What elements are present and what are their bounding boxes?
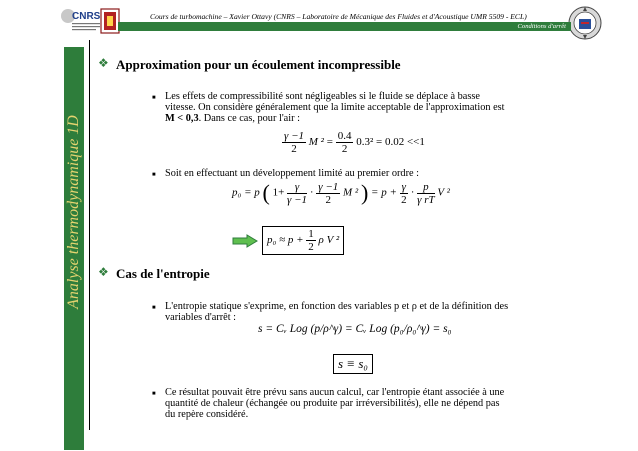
eq3-lhs: p₀ ≈ p +: [267, 234, 304, 247]
eq1-m2: M ²: [308, 136, 324, 149]
mach-limit: M < 0,3: [165, 113, 199, 125]
section2-heading: Cas de l'entropie: [116, 266, 210, 281]
ecl-logo: [100, 8, 120, 34]
eq2-g2-num: γ: [401, 180, 406, 193]
eq3-rest: ρ V ²: [318, 234, 340, 247]
section1-bullet1-text: [165, 91, 585, 125]
eq2-one: 1+: [272, 186, 285, 199]
eq2-mid: = p +: [371, 186, 397, 199]
s2-bullet1-line2: variables d'arrêt :: [165, 312, 237, 324]
s2-bullet2-line3: du repère considéré.: [165, 409, 249, 421]
eq1-den2: 2: [341, 143, 348, 155]
eq2-open-paren: (: [262, 180, 270, 205]
s2-bullet2-line2: quantité de chaleur (échangée ou produite par irréversibilités), elle ne dépend pas: [165, 398, 500, 410]
s2-bullet2-line1: Ce résultat pouvait être prévu sans aucun calcul, car l'entropie étant associée à une: [165, 387, 505, 398]
equation-bernoulli-boxed: [262, 226, 344, 255]
eq2-frac-gamma: [287, 181, 307, 206]
section-subtitle: Conditions d'arrêt: [517, 23, 566, 30]
equation-entropy: s = Cᵥ Log (p/ρ^γ) = Cᵥ Log (p₀/ρ₀^γ) = s₀: [258, 323, 452, 335]
eq2-gm-den: 2: [325, 193, 331, 206]
square-bullet-icon: ■: [152, 172, 156, 178]
equation-mach-criterion: [282, 130, 425, 155]
eq1-rest: 0.3² = 0.02 <<1: [356, 136, 425, 149]
eq1-den1: 2: [291, 143, 297, 155]
eq2-frac-p: [417, 181, 434, 206]
svg-text:CNRS: CNRS: [72, 11, 101, 22]
right-arrow-icon: [232, 234, 258, 248]
eq2-close-paren: ): [360, 180, 369, 205]
bullet1-line3-rest: . Dans ce cas, pour l'air :: [198, 113, 300, 125]
section1-heading: Approximation pour un écoulement incompressible: [116, 57, 401, 72]
eq3-frac-half: [306, 228, 316, 253]
square-bullet-icon: ■: [152, 305, 156, 311]
square-bullet-icon: ■: [152, 391, 156, 397]
eq2-lhs: p₀ = p: [232, 186, 260, 199]
sidebar-title: [64, 47, 84, 377]
eq2-g-num: γ: [287, 181, 307, 194]
section2-bullet2-text: [165, 387, 585, 421]
eq2-dot: ·: [309, 186, 314, 199]
section2-bullet1-text: [165, 301, 585, 323]
sidebar-title-text: Analyse thermodynamique 1D: [65, 115, 82, 309]
lmfa-emblem-logo: [567, 5, 603, 41]
bullet1-line3: [165, 113, 585, 124]
eq2-g-den: γ −1: [287, 193, 308, 206]
eq1-num1: γ −1: [284, 130, 305, 142]
eq2-m2: M ²: [343, 186, 359, 199]
eq2-frac-gm: [316, 181, 340, 206]
course-header-text: Cours de turbomachine – Xavier Ottavy (CNRS – Laboratoire de Mécanique des Fluides et d'Acoustique UMR 5509 - ECL): [150, 12, 527, 21]
s2-bullet1-line1: L'entropie statique s'exprime, en fonction des variables p et ρ et de la définition des: [165, 301, 509, 312]
eq3-half-den: 2: [308, 241, 314, 253]
equation-entropy-boxed: s ≡ s₀: [333, 354, 373, 374]
equation-limited-development: [232, 180, 450, 206]
bullet1-line2: vitesse. On considère généralement que la limite acceptable de l'approximation est: [165, 102, 505, 114]
eq1-frac2: [336, 130, 354, 155]
eq2-gm-num: γ −1: [318, 180, 339, 193]
eq3-half-num: 1: [308, 228, 314, 240]
square-bullet-icon: ■: [152, 95, 156, 101]
eq2-p-num: p: [417, 181, 434, 194]
eq2-v2: V ²: [437, 186, 450, 199]
four-diamond-bullet-icon: ❖: [98, 265, 109, 279]
eq1-frac1: [282, 130, 306, 155]
eq2-g2-den: 2: [401, 193, 407, 206]
eq1-equals: =: [326, 136, 333, 149]
bullet1-line1: Les effets de compressibilité sont négligeables si le fluide se déplace à basse: [165, 91, 480, 102]
eq1-num2: 0.4: [337, 130, 352, 142]
section1-bullet2-text: Soit en effectuant un développement limité au premier ordre :: [165, 168, 419, 179]
eq2-frac-g2: [400, 181, 408, 206]
four-diamond-bullet-icon: ❖: [98, 56, 109, 70]
cnrs-logo: [58, 4, 104, 38]
vertical-divider: [89, 40, 90, 430]
eq2-p-den: γ rT: [417, 193, 435, 206]
eq2-dot2: ·: [410, 186, 415, 199]
